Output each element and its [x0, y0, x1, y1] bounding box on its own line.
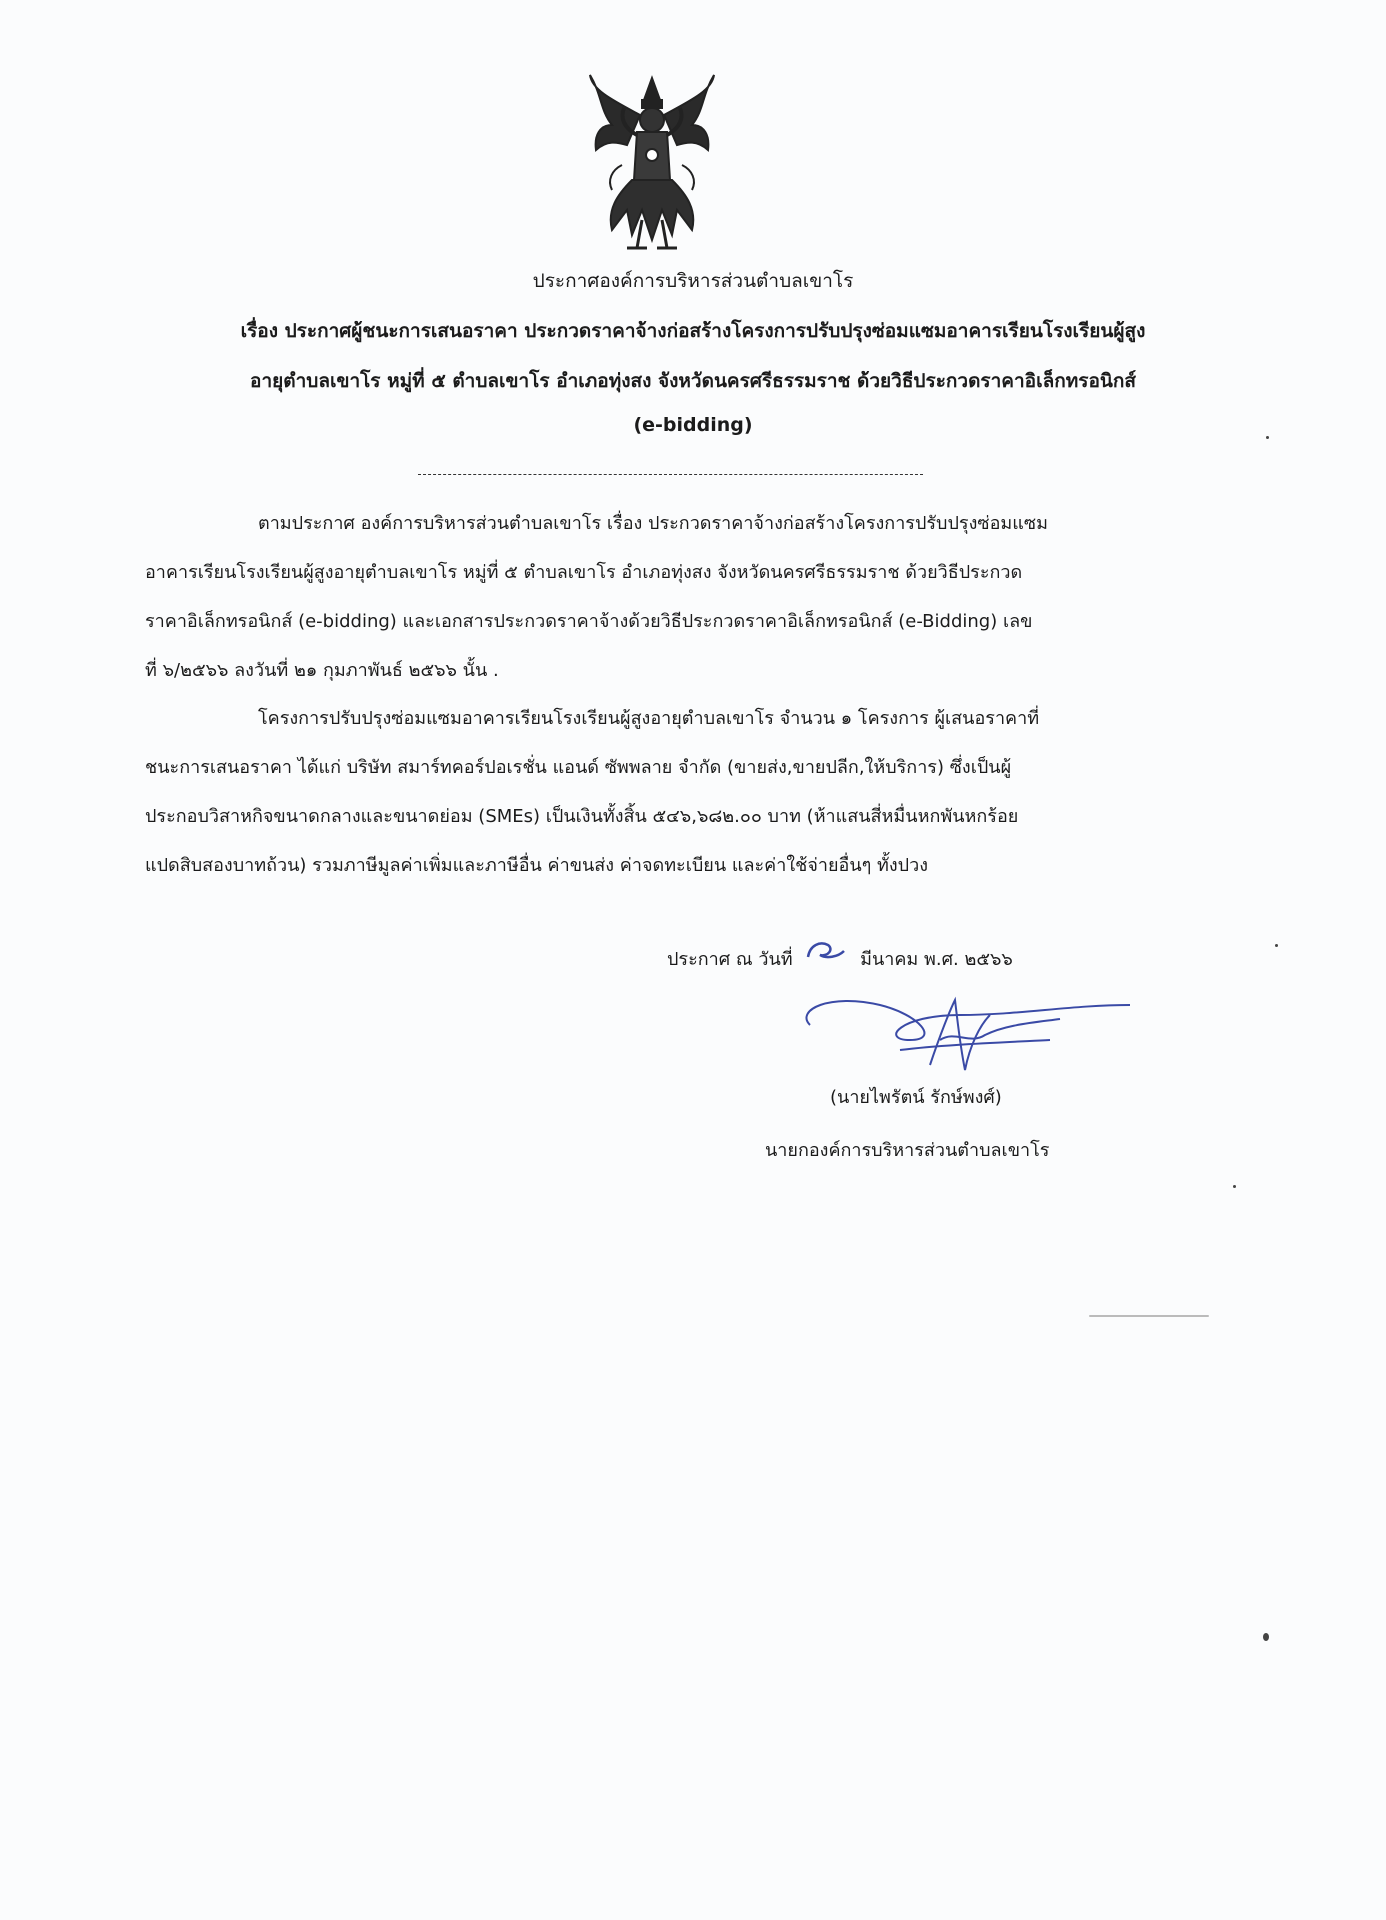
paragraph-1-line-1: ตามประกาศ องค์การบริหารส่วนตำบลเขาโร เรื่อง ประกวดราคาจ้างก่อสร้างโครงการปรับปรุงซ่อมแซม	[258, 513, 1048, 534]
handwritten-day	[798, 935, 854, 970]
scan-speck	[1266, 436, 1269, 439]
document-title: ประกาศองค์การบริหารส่วนตำบลเขาโร	[532, 270, 854, 292]
scan-speck	[1233, 1185, 1236, 1188]
scan-speck	[1263, 1633, 1269, 1641]
paragraph-1-line-2: อาคารเรียนโรงเรียนผู้สูงอายุตำบลเขาโร หมู่ที่ ๕ ตำบลเขาโร อำเภอทุ่งสง จังหวัดนครศรีธรรมราช ด้วยวิธีประกวด	[145, 562, 1023, 583]
handwritten-day-icon	[798, 935, 854, 965]
subject-line-3: (e-bidding)	[633, 414, 753, 436]
signer-name: (นายไพรัตน์ รักษ์พงศ์)	[830, 1087, 1002, 1108]
subject-line-1: เรื่อง ประกาศผู้ชนะการเสนอราคา ประกวดราคาจ้างก่อสร้างโครงการปรับปรุงซ่อมแซมอาคารเรียนโรงเรียนผู้สูง	[240, 320, 1146, 342]
header-divider	[418, 474, 923, 475]
signer-position: นายกองค์การบริหารส่วนตำบลเขาโร	[765, 1140, 1050, 1161]
date-suffix: มีนาคม พ.ศ. ๒๕๖๖	[860, 949, 1013, 970]
signature-icon	[790, 985, 1140, 1085]
paragraph-1-line-4: ที่ ๖/๒๕๖๖ ลงวันที่ ๒๑ กุมภาพันธ์ ๒๕๖๖ นั้น .	[145, 660, 499, 681]
paragraph-2-line-1: โครงการปรับปรุงซ่อมแซมอาคารเรียนโรงเรียนผู้สูงอายุตำบลเขาโร จำนวน ๑ โครงการ ผู้เสนอราคาที่	[258, 708, 1040, 729]
date-prefix: ประกาศ ณ วันที่	[667, 949, 793, 970]
subject-line-2: อายุตำบลเขาโร หมู่ที่ ๕ ตำบลเขาโร อำเภอทุ่งสง จังหวัดนครศรีธรรมราช ด้วยวิธีประกวดราคาอิเล็กทรอนิกส์	[250, 370, 1136, 392]
paragraph-2-line-4: แปดสิบสองบาทถ้วน) รวมภาษีมูลค่าเพิ่มและภาษีอื่น ค่าขนส่ง ค่าจดทะเบียน และค่าใช้จ่ายอื่นๆ ทั้งปวง	[145, 855, 929, 876]
scan-smudge	[1089, 1315, 1209, 1317]
paragraph-2-line-3: ประกอบวิสาหกิจขนาดกลางและขนาดย่อม (SMEs) เป็นเงินทั้งสิ้น ๕๔๖,๖๘๒.๐๐ บาท (ห้าแสนสี่หมื่นหกพันหกร้อย	[145, 806, 1019, 827]
garuda-emblem-icon	[582, 70, 722, 255]
paragraph-1-line-3: ราคาอิเล็กทรอนิกส์ (e-bidding) และเอกสารประกวดราคาจ้างด้วยวิธีประกวดราคาอิเล็กทรอนิกส์ (e-Bidding) เลข	[145, 611, 1033, 632]
scan-speck	[1275, 944, 1278, 947]
paragraph-2-line-2: ชนะการเสนอราคา ได้แก่ บริษัท สมาร์ทคอร์ปอเรชั่น แอนด์ ซัพพลาย จำกัด (ขายส่ง,ขายปลีก,ให้บริการ) ซึ่งเป็นผู้	[145, 757, 1012, 778]
announcement-date	[667, 935, 1013, 973]
